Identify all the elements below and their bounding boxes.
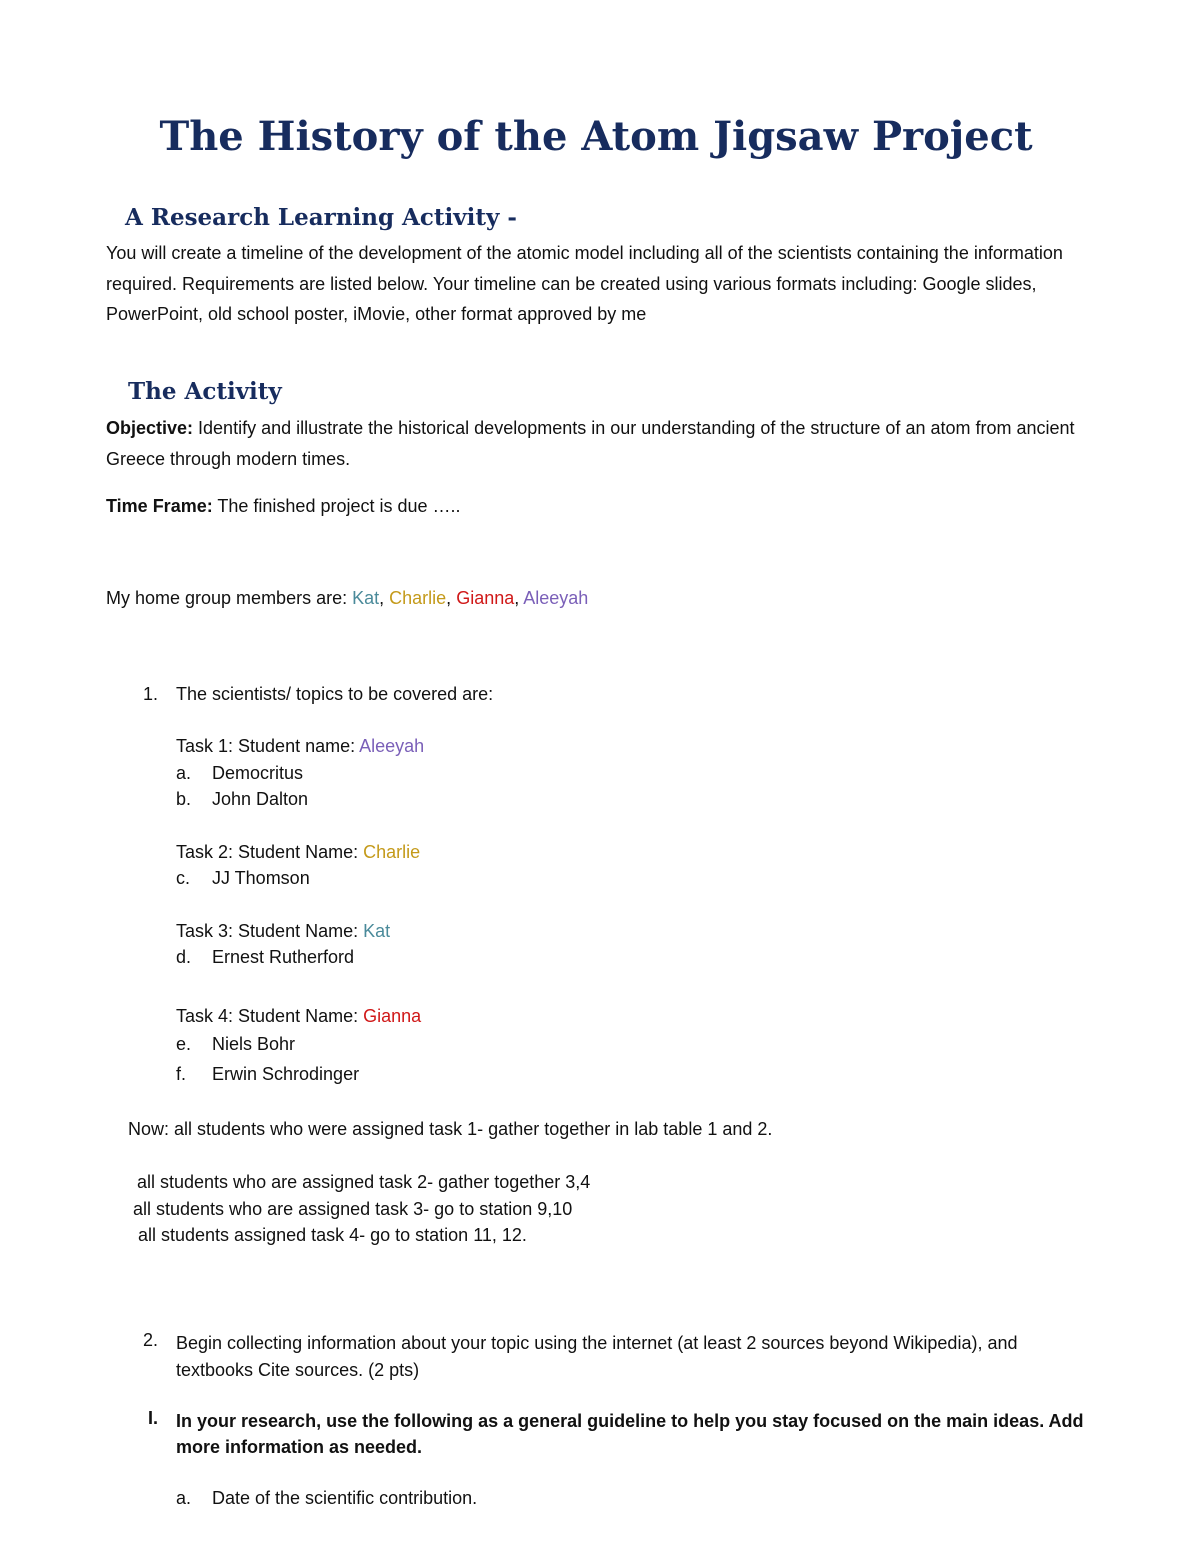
timeframe-label: Time Frame: (106, 496, 213, 516)
topic-letter: a. (176, 763, 192, 783)
section-heading-research: A Research Learning Activity - (125, 204, 517, 231)
list-item-text: The scientists/ topics to be covered are: (176, 684, 494, 704)
topic-name: John Dalton (212, 789, 309, 809)
topic-name: Erwin Schrodinger (212, 1064, 360, 1084)
topic-letter: a. (176, 1488, 192, 1508)
task-student: Aleeyah (359, 736, 425, 756)
objective-text: Identify and illustrate the historical developments in our understanding of the structure of an atom from ancient Greece through modern times. (106, 418, 1075, 469)
timeframe-line (106, 496, 461, 517)
objective-label: Objective: (106, 418, 194, 438)
instruction-line: all students who are assigned task 3- go to station 9,10 (133, 1199, 573, 1219)
list-item-text: Begin collecting information about your topic using the internet (at least 2 sources beyond Wikipedia), and textbooks Cite sources. (2 pts) (176, 1333, 1018, 1380)
guideline-item: Date of the scientific contribution. (212, 1488, 478, 1508)
group-members-line (106, 588, 588, 609)
timeframe-text: The finished project is due ….. (212, 496, 461, 516)
instruction-line: all students who are assigned task 2- gather together 3,4 (137, 1172, 591, 1192)
task-label: Task 1: Student name: (176, 736, 360, 756)
instruction-line: all students assigned task 4- go to station 11, 12. (138, 1225, 527, 1245)
list-number: 1. (142, 684, 158, 704)
list-number: I. (147, 1408, 158, 1428)
member-sep: , (379, 588, 390, 608)
topic-name: Democritus (212, 763, 304, 783)
task-label: Task 2: Student Name: (176, 842, 364, 862)
group-label: My home group members are: (106, 588, 353, 608)
topic-letter: f. (176, 1064, 187, 1084)
task-heading (176, 842, 420, 863)
topic-letter: b. (176, 789, 192, 809)
topic-name: JJ Thomson (212, 868, 310, 888)
task-heading (176, 1006, 421, 1027)
member-charlie: Charlie (389, 588, 447, 608)
intro-paragraph: You will create a timeline of the development of the atomic model including all of the scientists containing the information required. Requirements are listed below. Your timeline can be created using various formats including: Google slides, PowerPoint, old school poster, iMovie, other format approved by me (106, 243, 1063, 324)
instruction-line: Now: all students who were assigned task 1- gather together in lab table 1 and 2. (128, 1119, 773, 1139)
topic-letter: e. (176, 1034, 192, 1054)
task-heading (176, 921, 390, 942)
task-student: Gianna (363, 1006, 422, 1026)
member-aleeyah: Aleeyah (523, 588, 589, 608)
topic-letter: d. (176, 947, 192, 967)
task-label: Task 4: Student Name: (176, 1006, 364, 1026)
member-sep: , (446, 588, 457, 608)
task-heading (176, 736, 424, 757)
list-number: 2. (142, 1330, 158, 1350)
member-gianna: Gianna (456, 588, 515, 608)
topic-name: Niels Bohr (212, 1034, 296, 1054)
task-student: Kat (363, 921, 391, 941)
member-kat: Kat (352, 588, 380, 608)
page-title: The History of the Atom Jigsaw Project (159, 113, 1033, 160)
objective-paragraph (106, 413, 1086, 474)
topic-letter: c. (176, 868, 191, 888)
topic-name: Ernest Rutherford (212, 947, 355, 967)
task-label: Task 3: Student Name: (176, 921, 364, 941)
task-student: Charlie (363, 842, 421, 862)
section-heading-activity: The Activity (128, 378, 282, 405)
member-sep: , (514, 588, 524, 608)
guideline-text: In your research, use the following as a general guideline to help you stay focused on the main ideas. Add more information as needed. (176, 1411, 1084, 1457)
